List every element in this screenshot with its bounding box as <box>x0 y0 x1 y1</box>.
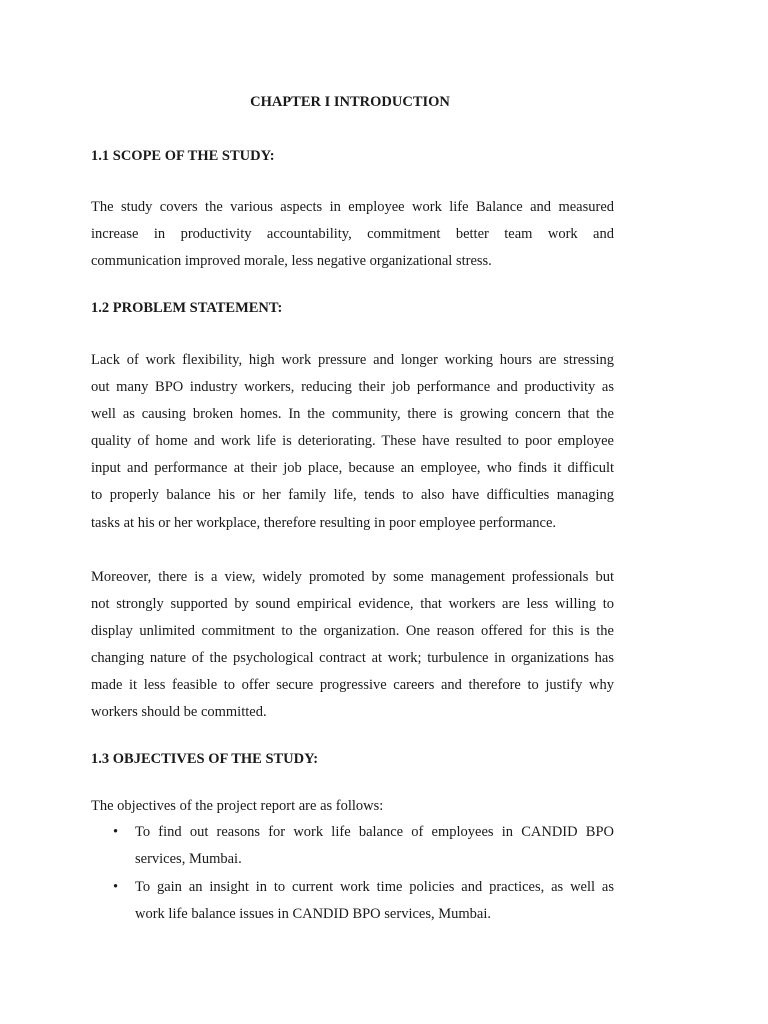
text-line: changing nature of the psychological contract at work; turbulence in organizations has <box>91 650 614 667</box>
text-line: well as causing broken homes. In the community, there is growing concern that the <box>91 406 614 423</box>
text-line: not strongly supported by sound empirical evidence, that workers are less willing to <box>91 596 614 613</box>
list-item <box>91 874 614 929</box>
text-line: input and performance at their job place, because an employee, who finds it difficult <box>91 460 614 477</box>
objectives-list <box>91 819 614 928</box>
text-line: made it less feasible to offer secure progressive careers and therefore to justify why <box>91 677 614 694</box>
problem-paragraph-1 <box>91 347 614 537</box>
chapter-title: CHAPTER I INTRODUCTION <box>250 94 450 110</box>
text-line: workers should be committed. <box>91 704 267 721</box>
text-line: Lack of work flexibility, high work pressure and longer working hours are stressing <box>91 352 614 368</box>
bullet-marker: • <box>113 878 119 895</box>
text-line: quality of home and work life is deteriorating. These have resulted to poor employee <box>91 433 614 450</box>
text-line: services, Mumbai. <box>135 851 242 868</box>
text-line: Moreover, there is a view, widely promoted by some management professionals but <box>91 569 614 585</box>
text-line: out many BPO industry workers, reducing their job performance and productivity as <box>91 379 614 396</box>
text-line: To find out reasons for work life balance of employees in CANDID BPO <box>135 824 614 840</box>
text-line: work life balance issues in CANDID BPO services, Mumbai. <box>135 905 491 922</box>
text-line: tasks at his or her workplace, therefore resulting in poor employee performance. <box>91 514 557 531</box>
section-heading-problem: 1.2 PROBLEM STATEMENT: <box>91 300 283 316</box>
section-heading-scope: 1.1 SCOPE OF THE STUDY: <box>91 148 275 164</box>
text-line: The study covers the various aspects in employee work life Balance and measured <box>91 199 614 215</box>
text-line: communication improved morale, less negative organizational stress. <box>91 253 492 270</box>
text-line: to properly balance his or her family life, tends to also have difficulties managing <box>91 487 614 504</box>
scope-paragraph <box>91 194 614 275</box>
list-item-text <box>135 819 614 874</box>
section-heading-objectives: 1.3 OBJECTIVES OF THE STUDY: <box>91 751 319 767</box>
objectives-intro: The objectives of the project report are as follows: <box>91 798 384 814</box>
list-item <box>91 819 614 874</box>
text-line: increase in productivity accountability, commitment better team work and <box>91 226 614 243</box>
bullet-marker: • <box>113 824 119 840</box>
text-line: To gain an insight in to current work time policies and practices, as well as <box>135 878 614 895</box>
problem-paragraph-2 <box>91 564 614 727</box>
text-line: display unlimited commitment to the organization. One reason offered for this is the <box>91 623 614 640</box>
list-item-text <box>135 874 614 929</box>
